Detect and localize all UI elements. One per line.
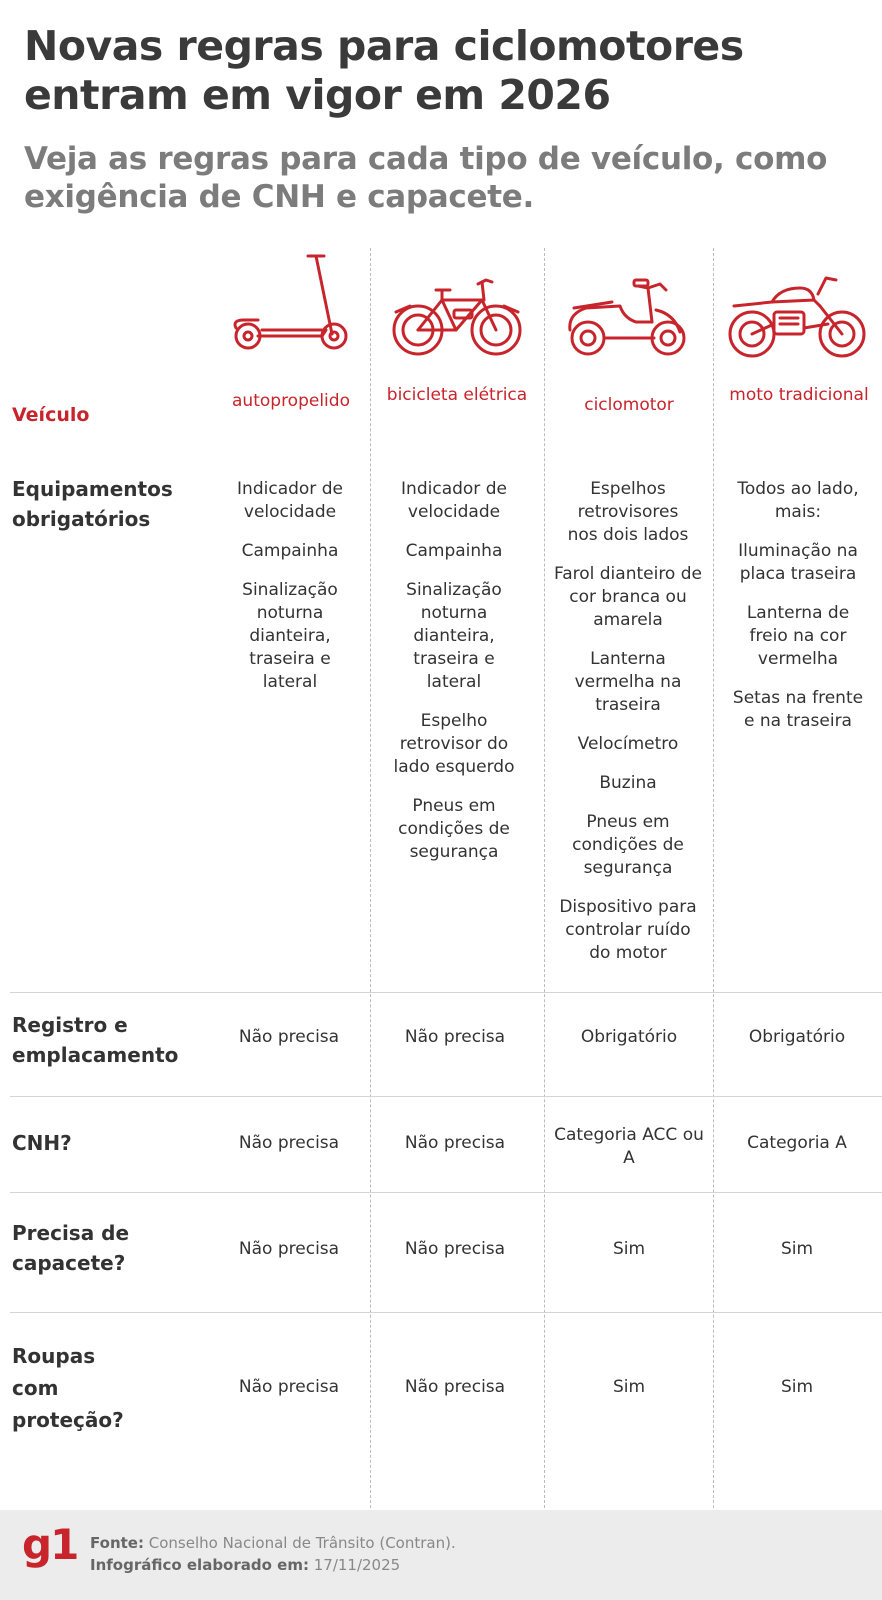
equipment-item: Indicador de velocidade [237, 479, 343, 522]
equipment-item: Espelho retrovisor do lado esquerdo [393, 711, 515, 777]
equipment-cell-ciclomotor [548, 478, 708, 965]
row-divider [10, 1192, 882, 1193]
vehicle-label-bicicleta-eletrica: bicicleta elétrica [386, 385, 528, 405]
capacete-cell-autopropelido: Não precisa [238, 1239, 340, 1259]
equipment-cell-bicicleta-eletrica [374, 478, 534, 864]
kick-scooter-icon [222, 250, 362, 360]
roupas-cell-moto-tradicional: Sim [780, 1377, 814, 1397]
row-label-capacete: Precisa de capacete? [12, 1221, 130, 1275]
capacete-cell-bicicleta-eletrica: Não precisa [404, 1239, 506, 1259]
g1-logo: g1 [22, 1520, 78, 1569]
equipment-item: Indicador de velocidade [401, 479, 507, 522]
cnh-cell-ciclomotor: Categoria ACC ou A [554, 1125, 704, 1168]
cnh-cell-moto-tradicional: Categoria A [747, 1133, 847, 1153]
vehicle-column-label: Veículo [12, 404, 90, 426]
capacete-cell-moto-tradicional: Sim [780, 1239, 814, 1259]
column-divider [713, 248, 714, 1508]
column-divider [544, 248, 545, 1508]
row-label-equipamentos: Equipamentos obrigatórios [12, 477, 173, 531]
equipment-item: Farol dianteiro de cor branca ou amarela [553, 564, 702, 630]
vehicle-label-autopropelido: autopropelido [232, 391, 350, 411]
roupas-cell-bicicleta-eletrica: Não precisa [404, 1377, 506, 1397]
source-credit [90, 1532, 870, 1576]
equipment-item: Iluminação na placa traseira [738, 541, 858, 584]
source-label: Fonte: [90, 1534, 144, 1552]
registro-cell-autopropelido: Não precisa [238, 1027, 340, 1047]
vehicle-label-ciclomotor: ciclomotor [584, 395, 674, 415]
row-divider [10, 992, 882, 993]
equipment-item: Sinalização noturna dianteira, traseira e lateral [242, 580, 338, 692]
source-value: Conselho Nacional de Trânsito (Contran). [148, 1534, 456, 1552]
column-divider [370, 248, 371, 1508]
date-label: Infográfico elaborado em: [90, 1556, 309, 1574]
vehicle-label-moto-tradicional: moto tradicional [729, 385, 869, 405]
equipment-item: Campainha [241, 541, 339, 561]
equipment-cell-autopropelido [210, 478, 370, 694]
equipment-item: Todos ao lado, mais: [737, 479, 859, 522]
row-divider [10, 1096, 882, 1097]
registro-cell-bicicleta-eletrica: Não precisa [404, 1027, 506, 1047]
equipment-cell-moto-tradicional [718, 478, 878, 733]
equipment-item: Lanterna vermelha na traseira [574, 649, 682, 715]
moped-icon [564, 278, 694, 360]
equipment-item: Pneus em condições de segurança [572, 812, 684, 878]
equipment-item: Sinalização noturna dianteira, traseira e lateral [406, 580, 502, 692]
page-title: Novas regras para ciclomotores entram em vigor em 2026 [24, 22, 744, 119]
registro-cell-moto-tradicional: Obrigatório [748, 1027, 846, 1047]
capacete-cell-ciclomotor: Sim [612, 1239, 646, 1259]
equipment-item: Espelhos retrovisores nos dois lados [567, 479, 689, 545]
row-label-registro: Registro e emplacamento [12, 1013, 179, 1067]
page-subtitle: Veja as regras para cada tipo de veículo, como exigência de CNH e capacete. [24, 141, 828, 215]
registro-cell-ciclomotor: Obrigatório [580, 1027, 678, 1047]
equipment-item: Velocímetro [577, 734, 679, 754]
cnh-cell-autopropelido: Não precisa [238, 1133, 340, 1153]
equipment-item: Lanterna de freio na cor vermelha [746, 603, 850, 669]
equipment-item: Pneus em condições de segurança [398, 796, 510, 862]
electric-bicycle-icon [392, 276, 522, 360]
row-divider [10, 1312, 882, 1313]
roupas-cell-ciclomotor: Sim [612, 1377, 646, 1397]
equipment-item: Campainha [405, 541, 503, 561]
row-label-cnh: CNH? [12, 1131, 72, 1155]
equipment-item: Dispositivo para controlar ruído do motor [559, 897, 697, 963]
equipment-item: Setas na frente e na traseira [732, 688, 864, 731]
roupas-cell-autopropelido: Não precisa [238, 1377, 340, 1397]
footer [0, 1510, 882, 1600]
equipment-item: Buzina [599, 773, 657, 793]
motorcycle-icon [728, 274, 868, 360]
date-value: 17/11/2025 [313, 1556, 401, 1574]
row-label-roupas: Roupas com proteção? [12, 1344, 124, 1432]
cnh-cell-bicicleta-eletrica: Não precisa [404, 1133, 506, 1153]
